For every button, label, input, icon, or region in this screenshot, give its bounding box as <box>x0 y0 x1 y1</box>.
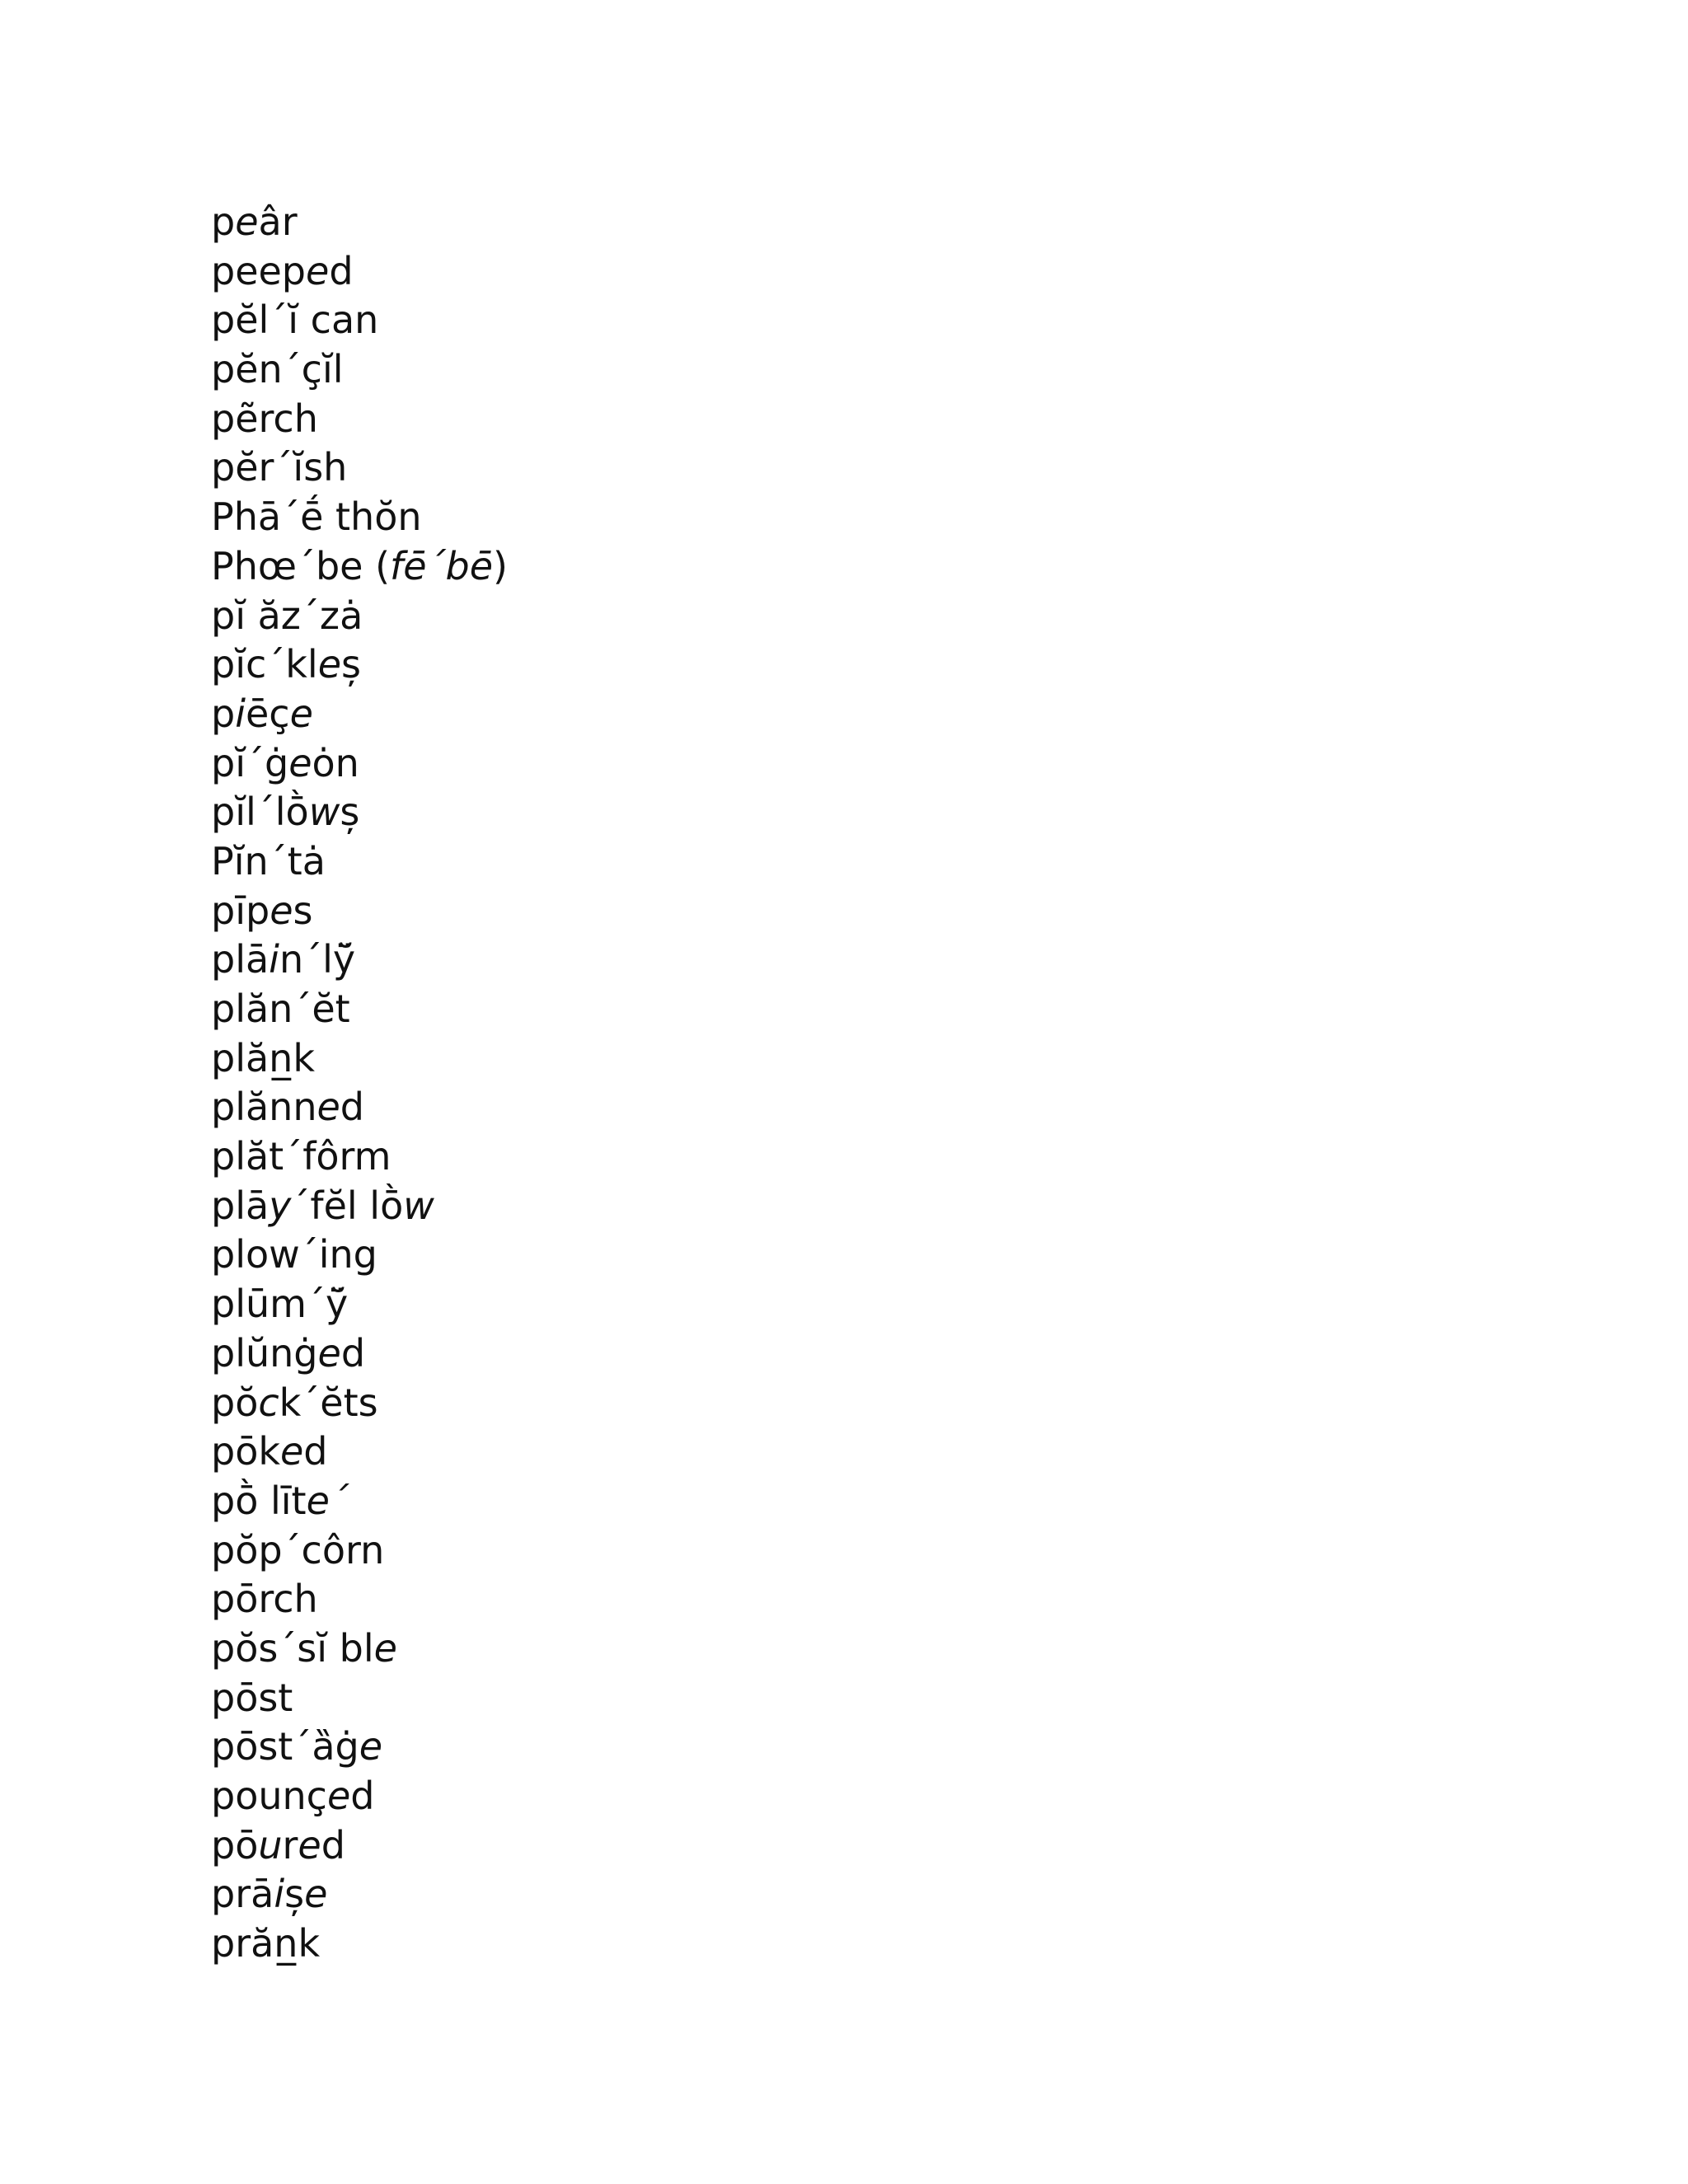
word-segment: e <box>317 642 342 687</box>
word-segment: plŭnġ <box>211 1330 318 1376</box>
word-entry <box>211 345 508 395</box>
word-segment: plăt´fôrm <box>211 1134 392 1179</box>
word-entry <box>211 887 508 936</box>
word-segment: pōk <box>211 1429 280 1474</box>
word-entry <box>211 247 508 297</box>
word-entry <box>211 1329 508 1379</box>
word-segment: pĕn´çĭl <box>211 347 344 392</box>
word-segment: ș <box>340 790 360 835</box>
word-segment: n´lÿ̆ <box>279 937 356 982</box>
word-segment: y <box>269 1183 292 1228</box>
word-entry <box>211 1132 508 1182</box>
word-segment: e <box>304 1872 328 1917</box>
word-entry <box>211 1870 508 1919</box>
word-entry <box>211 592 508 641</box>
word-segment: plā <box>211 937 270 982</box>
word-entry <box>211 1919 508 1969</box>
word-entry <box>211 935 508 985</box>
word-segment: plā <box>211 1183 270 1228</box>
word-entry <box>211 690 508 739</box>
word-segment: w <box>403 1183 434 1228</box>
word-segment: pĭ ăz´zȧ <box>211 593 363 638</box>
word-segment: e <box>359 1724 383 1769</box>
word-entry <box>211 1427 508 1477</box>
word-segment: d <box>303 1429 328 1474</box>
word-segment: pounç <box>211 1774 327 1818</box>
word-segment: pĭl´lṑ <box>211 790 309 835</box>
word-segment: k´ĕts <box>279 1380 378 1425</box>
word-segment: pŏp´côrn <box>211 1527 385 1572</box>
word-segment: e <box>373 1625 397 1671</box>
word-entry <box>211 788 508 837</box>
word-entry <box>211 296 508 345</box>
word-segment: e <box>326 1774 351 1818</box>
word-segment: prăn̲k <box>211 1921 321 1966</box>
word-segment: pōst <box>211 1675 293 1720</box>
word-segment: i <box>274 1872 285 1917</box>
word-segment: c <box>258 1380 279 1425</box>
word-segment: d <box>329 248 354 293</box>
word-segment: e <box>298 1822 321 1868</box>
word-segment: e <box>288 740 312 785</box>
word-segment: d <box>340 1330 366 1376</box>
word-segment: plănn <box>211 1085 317 1130</box>
word-segment: pẽrch <box>211 396 318 441</box>
word-segment: prā <box>211 1872 274 1917</box>
word-segment: pĭc´kl <box>211 642 318 687</box>
word-entry <box>211 640 508 690</box>
word-segment: w <box>308 790 340 835</box>
word-segment: plăn´ĕt <box>211 987 350 1031</box>
word-segment: ´fĕl lṑ <box>291 1183 404 1228</box>
word-segment: r <box>282 1822 298 1868</box>
word-segment: e <box>317 1330 341 1376</box>
word-segment: e <box>306 248 330 293</box>
word-segment: d <box>350 1774 375 1818</box>
word-entry <box>211 542 508 592</box>
word-segment: i <box>269 937 279 982</box>
word-entry <box>211 1379 508 1428</box>
word-entry <box>211 1526 508 1576</box>
word-segment: Phā´ḗ thŏn <box>211 494 422 540</box>
word-entry <box>211 837 508 887</box>
word-segment: pīp <box>211 888 270 933</box>
word-entry <box>211 1230 508 1280</box>
word-entry <box>211 395 508 444</box>
word-segment: i <box>235 691 246 736</box>
word-entry <box>211 1034 508 1084</box>
word-entry <box>211 1477 508 1526</box>
word-segment: plow´ing <box>211 1232 377 1277</box>
word-segment: pĭ´ġ <box>211 740 289 785</box>
word-segment: pŏ <box>211 1380 259 1425</box>
word-entry <box>211 1280 508 1329</box>
word-segment: ) <box>493 543 508 588</box>
word-segment: p <box>211 199 236 244</box>
word-segment: pĕl´ĭ can <box>211 298 379 343</box>
word-segment: Pĭn´tȧ <box>211 838 326 883</box>
word-segment: p <box>211 691 236 736</box>
word-entry <box>211 1575 508 1624</box>
word-segment: âr <box>258 199 298 244</box>
word-segment: plăn̲k <box>211 1035 315 1080</box>
word-segment: pŏs´sĭ bl <box>211 1625 374 1671</box>
word-entry <box>211 1722 508 1772</box>
word-segment: ș <box>341 642 361 687</box>
word-entry <box>211 1772 508 1821</box>
word-segment: ș <box>284 1872 305 1917</box>
word-entry <box>211 443 508 493</box>
word-segment: pĕr´ĭsh <box>211 445 348 490</box>
word-segment: e´ <box>306 1478 349 1523</box>
word-entry <box>211 1083 508 1132</box>
word-segment: e <box>270 888 293 933</box>
word-entry <box>211 493 508 542</box>
word-segment: plūm´ÿ̆ <box>211 1282 349 1327</box>
word-segment: e <box>316 1085 340 1130</box>
word-segment: ȯn <box>312 740 359 785</box>
word-segment: d <box>340 1085 364 1130</box>
word-segment: s <box>293 888 313 933</box>
word-entry <box>211 1624 508 1674</box>
word-entry <box>211 1182 508 1231</box>
word-segment: e <box>279 1429 304 1474</box>
word-entry <box>211 1674 508 1723</box>
word-segment: u <box>258 1822 283 1868</box>
word-segment: Phœ´be ( <box>211 543 391 588</box>
word-segment: e <box>235 199 259 244</box>
word-entry <box>211 198 508 247</box>
word-entry <box>211 985 508 1034</box>
word-segment: pō <box>211 1822 259 1868</box>
word-segment: d <box>321 1822 345 1868</box>
word-entry <box>211 739 508 789</box>
word-segment: e <box>289 691 313 736</box>
word-segment: ēç <box>245 691 290 736</box>
pronunciation-word-list <box>211 198 508 1969</box>
word-segment: fē´bē <box>390 543 494 588</box>
word-segment: pṑ līt <box>211 1478 307 1523</box>
word-segment: pōst´ȁġ <box>211 1724 359 1769</box>
word-segment: peep <box>211 248 306 293</box>
word-segment: pōrch <box>211 1577 318 1622</box>
word-entry <box>211 1821 508 1871</box>
